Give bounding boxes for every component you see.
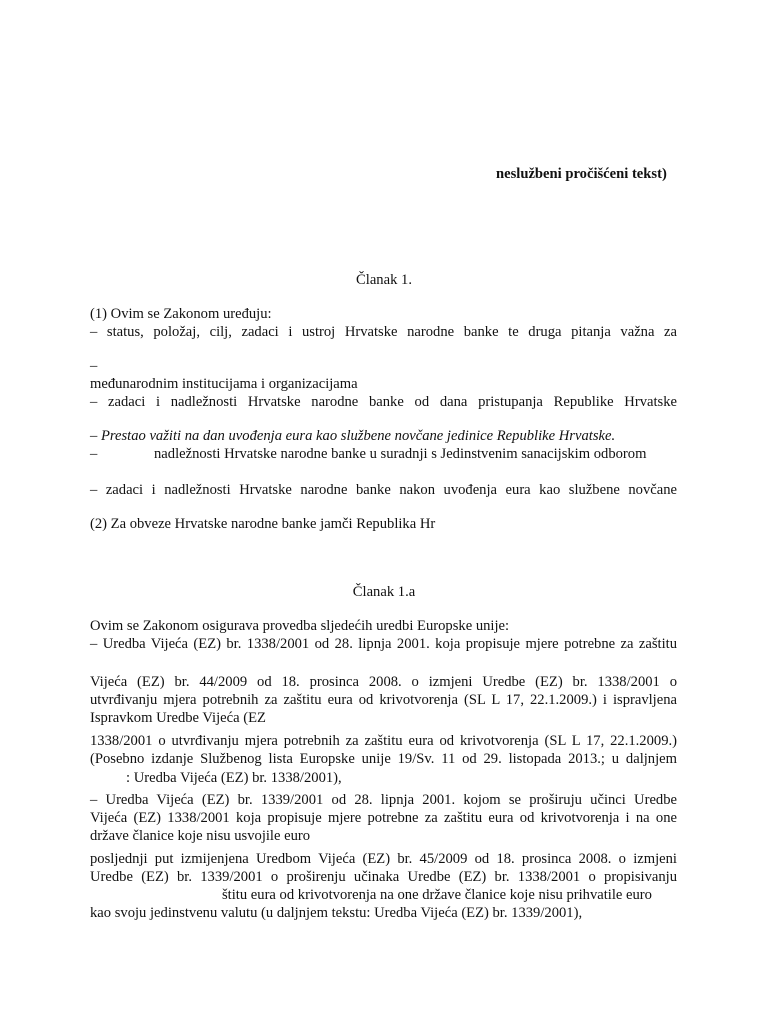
article-1a-text-line: države članice koje nisu usvojile euro: [90, 828, 311, 844]
article-1a-heading: Članak 1.a: [352, 584, 416, 600]
article-1-item-euro-tasks: – zadaci i nadležnosti Hrvatske narodne banke nakon uvođenja eura kao službene novčane: [90, 482, 677, 498]
article-1-item-international: međunarodnim institucijama i organizacijama: [90, 376, 358, 392]
article-1a-text-line: 1338/2001 o utvrđivanju mjera potrebnih za zaštitu eura od krivotvorenja (SL L 17, 22.1.2009.): [90, 733, 677, 749]
article-1-item-accession: – zadaci i nadležnosti Hrvatske narodne banke od dana pristupanja Republike Hrvatske: [90, 394, 677, 410]
article-1a-text-line: posljednji put izmijenjena Uredbom Vijeća (EZ) br. 45/2009 od 18. prosinca 2008. o izmjeni: [90, 851, 677, 867]
article-1a-text-line: Vijeća (EZ) 1338/2001 koja propisuje mjere potrebne za zaštitu eura od krivotvorenja i na one: [90, 810, 677, 826]
article-1-item-dash: –: [90, 358, 98, 374]
article-1a-regulation-1338: – Uredba Vijeća (EZ) br. 1338/2001 od 28. lipnja 2001. koja propisuje mjere potrebne za zaštitu: [90, 636, 677, 652]
article-1a-text-line: Vijeća (EZ) br. 44/2009 od 18. prosinca 2008. o izmjeni Uredbe (EZ) br. 1338/2001 o: [90, 674, 677, 690]
article-1-item-repealed: – Prestao važiti na dan uvođenja eura kao službene novčane jedinice Republike Hrvatske.: [90, 428, 616, 444]
article-1a-regulation-1339: – Uredba Vijeća (EZ) br. 1339/2001 od 28. lipnja 2001. kojom se proširuju učinci Uredbe: [90, 792, 677, 808]
article-1a-text-line: Uredbe (EZ) br. 1339/2001 o proširenju učinaka Uredbe (EZ) br. 1338/2001 o propisivanju: [90, 869, 677, 885]
article-1a-text-line: utvrđivanju mjera potrebnih za zaštitu eura od krivotvorenja (SL L 17, 22.1.2009.) i ispravljena: [90, 692, 677, 708]
article-1-paragraph-2: (2) Za obveze Hrvatske narodne banke jamči Republika Hr: [90, 516, 436, 532]
article-1a-text-line: : Uredba Vijeća (EZ) br. 1338/2001),: [126, 770, 342, 786]
article-1a-text-line: kao svoju jedinstvenu valutu (u daljnjem tekstu: Uredba Vijeća (EZ) br. 1339/2001),: [90, 905, 583, 921]
article-1a-text-line: štitu eura od krivotvorenja na one države članice koje nisu prihvatile euro: [222, 887, 652, 903]
article-1a-intro: Ovim se Zakonom osigurava provedba sljedećih uredbi Europske unije:: [90, 618, 510, 634]
article-1-item-status: – status, položaj, cilj, zadaci i ustroj Hrvatske narodne banke te druga pitanja važna za: [90, 324, 677, 340]
article-1-paragraph-1-intro: (1) Ovim se Zakonom uređuju:: [90, 306, 272, 322]
unofficial-text-note: neslužbeni pročišćeni tekst): [496, 166, 667, 182]
article-1-item-dash-2: –: [90, 446, 98, 462]
article-1a-text-line: Ispravkom Uredbe Vijeća (EZ: [90, 710, 266, 726]
article-1-heading: Članak 1.: [356, 272, 412, 288]
article-1a-text-line: (Posebno izdanje Službenog lista Europske unije 19/Sv. 11 od 29. listopada 2013.; u daljnjem: [90, 751, 677, 767]
article-1-item-resolution-board: nadležnosti Hrvatske narodne banke u suradnji s Jedinstvenim sanacijskim odborom: [154, 446, 647, 462]
